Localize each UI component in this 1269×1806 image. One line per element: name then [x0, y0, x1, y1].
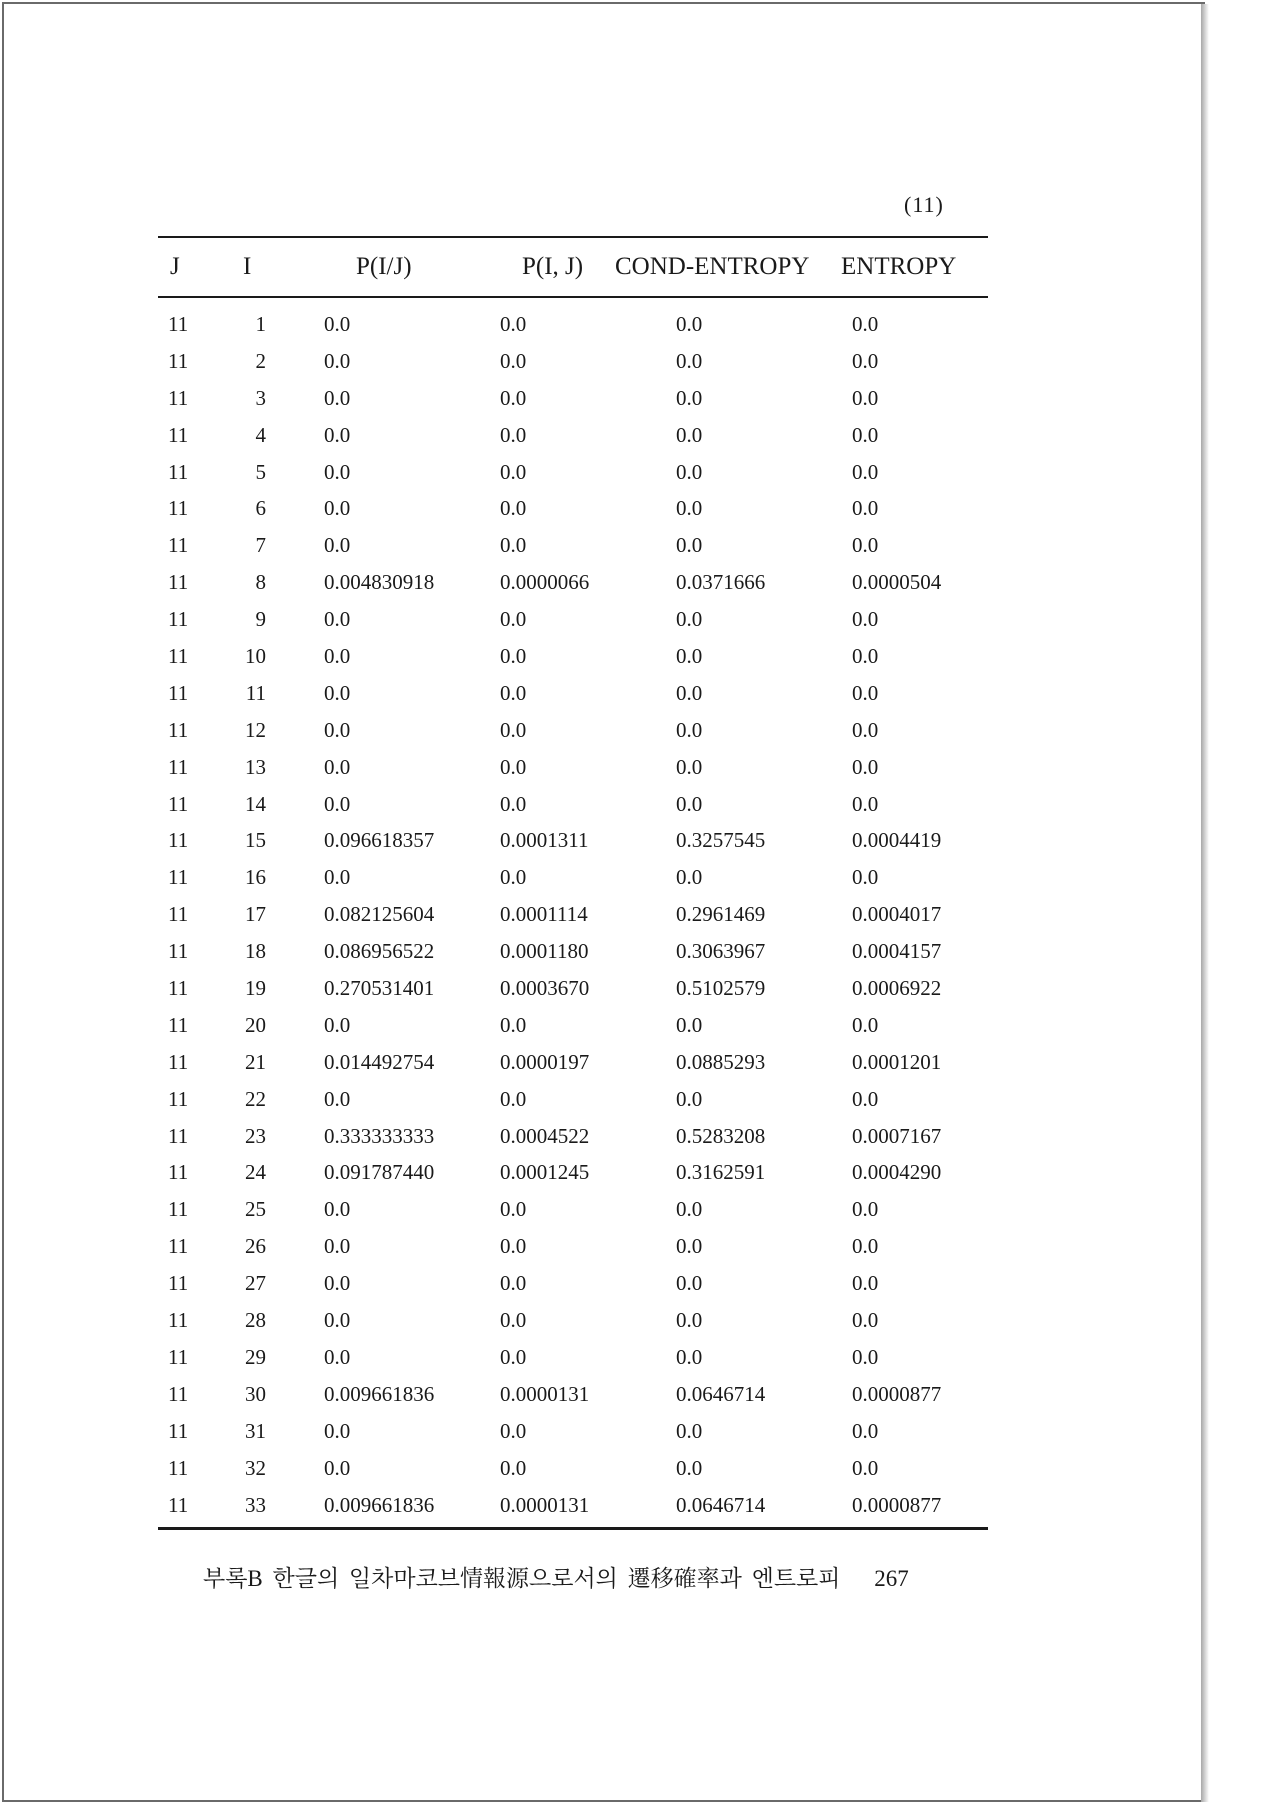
- cell-conditional-probability: 0.0: [324, 865, 351, 890]
- cell-joint-probability: 0.0003670: [500, 976, 590, 1001]
- table-row: [158, 343, 988, 380]
- cell-conditional-probability: 0.0: [324, 348, 351, 373]
- cell-conditional-probability: 0.0: [324, 1344, 351, 1369]
- cell-j: 11: [168, 717, 189, 742]
- cell-joint-probability: 0.0: [500, 1086, 527, 1111]
- page-edge: [1201, 4, 1209, 1802]
- cell-entropy: 0.0000504: [852, 570, 942, 595]
- cell-entropy: 0.0: [852, 1344, 879, 1369]
- cell-entropy: 0.0: [852, 1234, 879, 1259]
- cell-entropy: 0.0: [852, 1308, 879, 1333]
- cell-i: 16: [245, 865, 266, 890]
- cell-cond-entropy: 0.0: [676, 1418, 703, 1443]
- table-row: [158, 822, 988, 859]
- cell-entropy: 0.0: [852, 312, 879, 336]
- cell-joint-probability: 0.0: [500, 422, 527, 447]
- cell-i: 4: [255, 422, 266, 447]
- cell-cond-entropy: 0.0: [676, 348, 703, 373]
- cell-entropy: 0.0: [852, 1197, 879, 1222]
- cell-joint-probability: 0.0: [500, 1197, 527, 1222]
- cell-entropy: 0.0: [852, 348, 879, 373]
- cell-joint-probability: 0.0: [500, 644, 527, 669]
- table-row: [158, 1118, 988, 1155]
- cell-i: 12: [245, 717, 266, 742]
- header-j: J: [170, 253, 180, 280]
- cell-entropy: 0.0: [852, 385, 879, 410]
- cell-entropy: 0.0001201: [852, 1049, 942, 1074]
- cell-i: 19: [245, 976, 266, 1001]
- cell-i: 28: [245, 1308, 266, 1333]
- cell-i: 20: [245, 1012, 266, 1037]
- cell-i: 25: [245, 1197, 266, 1222]
- cell-j: 11: [168, 1049, 189, 1074]
- table-row: [158, 1413, 988, 1450]
- cell-i: 7: [255, 533, 266, 558]
- table-row: [158, 1154, 988, 1191]
- cell-entropy: 0.0004017: [852, 902, 942, 927]
- cell-entropy: 0.0007167: [852, 1123, 942, 1148]
- cell-joint-probability: 0.0: [500, 1418, 527, 1443]
- cell-conditional-probability: 0.270531401: [324, 976, 435, 1001]
- cell-cond-entropy: 0.0885293: [676, 1049, 766, 1074]
- table-row: [158, 1191, 988, 1228]
- cell-joint-probability: 0.0004522: [500, 1123, 590, 1148]
- table-row: [158, 1081, 988, 1118]
- cell-i: 30: [245, 1381, 266, 1406]
- cell-cond-entropy: 0.0: [676, 385, 703, 410]
- cell-entropy: 0.0: [852, 791, 879, 816]
- cell-cond-entropy: 0.0: [676, 1344, 703, 1369]
- table-page-number: (11): [904, 192, 944, 217]
- table-row: [158, 527, 988, 564]
- cell-entropy: 0.0004290: [852, 1160, 942, 1185]
- cell-conditional-probability: 0.0: [324, 1197, 351, 1222]
- cell-j: 11: [168, 312, 189, 336]
- cell-cond-entropy: 0.5283208: [676, 1123, 766, 1148]
- cell-j: 11: [168, 1086, 189, 1111]
- cell-cond-entropy: 0.0646714: [676, 1381, 766, 1406]
- table-row: [158, 564, 988, 601]
- table-row: [158, 1487, 988, 1524]
- cell-cond-entropy: 0.0: [676, 644, 703, 669]
- cell-j: 11: [168, 1381, 189, 1406]
- table-body: [158, 306, 988, 1523]
- cell-cond-entropy: 0.0: [676, 496, 703, 521]
- cell-j: 11: [168, 570, 189, 595]
- cell-joint-probability: 0.0001180: [500, 939, 589, 964]
- cell-j: 11: [168, 902, 189, 927]
- cell-entropy: 0.0: [852, 422, 879, 447]
- table-bottom-rule: [158, 1527, 988, 1530]
- cell-joint-probability: 0.0000197: [500, 1049, 590, 1074]
- cell-cond-entropy: 0.0: [676, 865, 703, 890]
- cell-joint-probability: 0.0: [500, 312, 527, 336]
- cell-joint-probability: 0.0: [500, 1308, 527, 1333]
- cell-j: 11: [168, 865, 189, 890]
- cell-entropy: 0.0: [852, 1086, 879, 1111]
- footer-title: 부록B 한글의 일차마코브情報源으로서의 遷移確率과 엔트로피: [203, 1566, 841, 1591]
- cell-j: 11: [168, 1455, 189, 1480]
- cell-i: 15: [245, 828, 266, 853]
- cell-j: 11: [168, 1271, 189, 1296]
- table-row: [158, 601, 988, 638]
- table-row: [158, 675, 988, 712]
- cell-i: 23: [245, 1123, 266, 1148]
- cell-j: 11: [168, 1160, 189, 1185]
- cell-i: 24: [245, 1160, 266, 1185]
- header-joint-probability: P(I, J): [522, 253, 584, 280]
- cell-i: 18: [245, 939, 266, 964]
- cell-entropy: 0.0: [852, 496, 879, 521]
- cell-conditional-probability: 0.333333333: [324, 1123, 435, 1148]
- cell-conditional-probability: 0.086956522: [324, 939, 435, 964]
- cell-joint-probability: 0.0000131: [500, 1381, 590, 1406]
- cell-j: 11: [168, 1492, 189, 1517]
- cell-entropy: 0.0: [852, 1271, 879, 1296]
- cell-i: 11: [245, 680, 266, 705]
- cell-cond-entropy: 0.3063967: [676, 939, 766, 964]
- cell-cond-entropy: 0.0: [676, 1271, 703, 1296]
- table-row: [158, 1450, 988, 1487]
- cell-conditional-probability: 0.0: [324, 1308, 351, 1333]
- footer-page-number: 267: [874, 1566, 909, 1591]
- cell-j: 11: [168, 644, 189, 669]
- table-header-row: [158, 238, 988, 296]
- cell-joint-probability: 0.0: [500, 1455, 527, 1480]
- cell-conditional-probability: 0.0: [324, 754, 351, 779]
- cell-joint-probability: 0.0: [500, 717, 527, 742]
- cell-j: 11: [168, 533, 189, 558]
- cell-joint-probability: 0.0: [500, 459, 527, 484]
- cell-conditional-probability: 0.009661836: [324, 1492, 435, 1517]
- cell-conditional-probability: 0.0: [324, 607, 351, 632]
- page-footer: [203, 1560, 909, 1593]
- header-cond-entropy: COND-ENTROPY: [615, 253, 810, 280]
- cell-i: 5: [255, 459, 266, 484]
- cell-i: 32: [245, 1455, 266, 1480]
- table-row: [158, 859, 988, 896]
- cell-conditional-probability: 0.082125604: [324, 902, 435, 927]
- cell-joint-probability: 0.0: [500, 533, 527, 558]
- cell-j: 11: [168, 754, 189, 779]
- cell-i: 9: [255, 607, 266, 632]
- cell-cond-entropy: 0.0: [676, 680, 703, 705]
- cell-entropy: 0.0: [852, 1012, 879, 1037]
- cell-cond-entropy: 0.0: [676, 1308, 703, 1333]
- cell-cond-entropy: 0.0: [676, 422, 703, 447]
- cell-joint-probability: 0.0: [500, 607, 527, 632]
- cell-i: 26: [245, 1234, 266, 1259]
- table-header-rule: [158, 296, 988, 298]
- cell-i: 29: [245, 1344, 266, 1369]
- cell-j: 11: [168, 385, 189, 410]
- cell-conditional-probability: 0.0: [324, 1455, 351, 1480]
- cell-conditional-probability: 0.0: [324, 422, 351, 447]
- cell-conditional-probability: 0.0: [324, 680, 351, 705]
- cell-j: 11: [168, 1234, 189, 1259]
- cell-j: 11: [168, 459, 189, 484]
- cell-j: 11: [168, 496, 189, 521]
- cell-cond-entropy: 0.0: [676, 1012, 703, 1037]
- cell-entropy: 0.0: [852, 717, 879, 742]
- cell-joint-probability: 0.0: [500, 1271, 527, 1296]
- cell-entropy: 0.0: [852, 680, 879, 705]
- header-conditional-probability: P(I/J): [356, 253, 412, 280]
- cell-j: 11: [168, 348, 189, 373]
- table-row: [158, 970, 988, 1007]
- table-row: [158, 1265, 988, 1302]
- cell-i: 10: [245, 644, 266, 669]
- cell-i: 13: [245, 754, 266, 779]
- cell-joint-probability: 0.0: [500, 754, 527, 779]
- cell-cond-entropy: 0.0: [676, 754, 703, 779]
- cell-cond-entropy: 0.0: [676, 717, 703, 742]
- cell-entropy: 0.0004419: [852, 828, 942, 853]
- cell-joint-probability: 0.0: [500, 1234, 527, 1259]
- table-row: [158, 638, 988, 675]
- table-row: [158, 786, 988, 823]
- cell-cond-entropy: 0.0: [676, 1455, 703, 1480]
- cell-cond-entropy: 0.0: [676, 607, 703, 632]
- cell-entropy: 0.0000877: [852, 1492, 942, 1517]
- cell-j: 11: [168, 791, 189, 816]
- table-row: [158, 1339, 988, 1376]
- cell-cond-entropy: 0.0: [676, 312, 703, 336]
- table-row: [158, 896, 988, 933]
- cell-entropy: 0.0: [852, 533, 879, 558]
- cell-joint-probability: 0.0: [500, 865, 527, 890]
- cell-entropy: 0.0: [852, 644, 879, 669]
- cell-cond-entropy: 0.0: [676, 791, 703, 816]
- cell-j: 11: [168, 422, 189, 447]
- cell-cond-entropy: 0.0646714: [676, 1492, 766, 1517]
- cell-entropy: 0.0006922: [852, 976, 942, 1001]
- cell-i: 1: [255, 312, 266, 336]
- cell-cond-entropy: 0.0: [676, 1234, 703, 1259]
- cell-i: 3: [255, 385, 266, 410]
- cell-j: 11: [168, 1123, 189, 1148]
- cell-cond-entropy: 0.0: [676, 533, 703, 558]
- cell-j: 11: [168, 607, 189, 632]
- header-entropy: ENTROPY: [841, 253, 957, 280]
- table-row: [158, 380, 988, 417]
- cell-j: 11: [168, 1344, 189, 1369]
- cell-i: 33: [245, 1492, 266, 1517]
- cell-joint-probability: 0.0000066: [500, 570, 590, 595]
- cell-joint-probability: 0.0001245: [500, 1160, 590, 1185]
- table-row: [158, 712, 988, 749]
- cell-i: 6: [255, 496, 266, 521]
- table-row: [158, 1007, 988, 1044]
- cell-i: 8: [255, 570, 266, 595]
- cell-cond-entropy: 0.0: [676, 1197, 703, 1222]
- table-row: [158, 1376, 988, 1413]
- table-row: [158, 1302, 988, 1339]
- table-row: [158, 306, 988, 343]
- cell-joint-probability: 0.0: [500, 348, 527, 373]
- cell-joint-probability: 0.0000131: [500, 1492, 590, 1517]
- cell-conditional-probability: 0.0: [324, 717, 351, 742]
- cell-entropy: 0.0: [852, 1455, 879, 1480]
- cell-cond-entropy: 0.2961469: [676, 902, 766, 927]
- table-row: [158, 454, 988, 491]
- cell-joint-probability: 0.0001311: [500, 828, 589, 853]
- cell-conditional-probability: 0.0: [324, 533, 351, 558]
- table-row: [158, 1228, 988, 1265]
- cell-conditional-probability: 0.0: [324, 459, 351, 484]
- cell-entropy: 0.0: [852, 607, 879, 632]
- cell-conditional-probability: 0.004830918: [324, 570, 435, 595]
- cell-conditional-probability: 0.0: [324, 791, 351, 816]
- cell-conditional-probability: 0.0: [324, 1271, 351, 1296]
- cell-cond-entropy: 0.0: [676, 459, 703, 484]
- table-row: [158, 749, 988, 786]
- cell-conditional-probability: 0.0: [324, 1086, 351, 1111]
- cell-conditional-probability: 0.0: [324, 1418, 351, 1443]
- cell-conditional-probability: 0.091787440: [324, 1160, 435, 1185]
- cell-i: 31: [245, 1418, 266, 1443]
- table-row: [158, 490, 988, 527]
- cell-conditional-probability: 0.0: [324, 1234, 351, 1259]
- cell-entropy: 0.0: [852, 459, 879, 484]
- cell-i: 22: [245, 1086, 266, 1111]
- cell-j: 11: [168, 1308, 189, 1333]
- cell-i: 14: [245, 791, 266, 816]
- cell-conditional-probability: 0.0: [324, 385, 351, 410]
- cell-cond-entropy: 0.0: [676, 1086, 703, 1111]
- cell-j: 11: [168, 939, 189, 964]
- cell-joint-probability: 0.0: [500, 1344, 527, 1369]
- cell-j: 11: [168, 1012, 189, 1037]
- cell-entropy: 0.0: [852, 865, 879, 890]
- cell-cond-entropy: 0.0371666: [676, 570, 766, 595]
- cell-conditional-probability: 0.0: [324, 644, 351, 669]
- cell-entropy: 0.0004157: [852, 939, 942, 964]
- header-i: I: [243, 253, 252, 280]
- cell-entropy: 0.0: [852, 1418, 879, 1443]
- cell-joint-probability: 0.0: [500, 680, 527, 705]
- table-row: [158, 933, 988, 970]
- cell-j: 11: [168, 828, 189, 853]
- cell-cond-entropy: 0.5102579: [676, 976, 766, 1001]
- cell-cond-entropy: 0.3162591: [676, 1160, 766, 1185]
- cell-joint-probability: 0.0: [500, 385, 527, 410]
- cell-j: 11: [168, 976, 189, 1001]
- cell-conditional-probability: 0.0: [324, 1012, 351, 1037]
- cell-cond-entropy: 0.3257545: [676, 828, 766, 853]
- cell-conditional-probability: 0.0: [324, 496, 351, 521]
- cell-i: 21: [245, 1049, 266, 1074]
- cell-j: 11: [168, 1197, 189, 1222]
- cell-j: 11: [168, 1418, 189, 1443]
- cell-i: 17: [245, 902, 266, 927]
- cell-conditional-probability: 0.096618357: [324, 828, 435, 853]
- table-row: [158, 1044, 988, 1081]
- cell-joint-probability: 0.0: [500, 791, 527, 816]
- cell-conditional-probability: 0.009661836: [324, 1381, 435, 1406]
- cell-conditional-probability: 0.0: [324, 312, 351, 336]
- probability-table: [158, 236, 988, 1530]
- cell-joint-probability: 0.0: [500, 496, 527, 521]
- cell-i: 27: [245, 1271, 266, 1296]
- cell-conditional-probability: 0.014492754: [324, 1049, 435, 1074]
- cell-joint-probability: 0.0: [500, 1012, 527, 1037]
- cell-i: 2: [255, 348, 266, 373]
- cell-j: 11: [168, 680, 189, 705]
- cell-entropy: 0.0000877: [852, 1381, 942, 1406]
- table-row: [158, 417, 988, 454]
- cell-joint-probability: 0.0001114: [500, 902, 588, 927]
- cell-entropy: 0.0: [852, 754, 879, 779]
